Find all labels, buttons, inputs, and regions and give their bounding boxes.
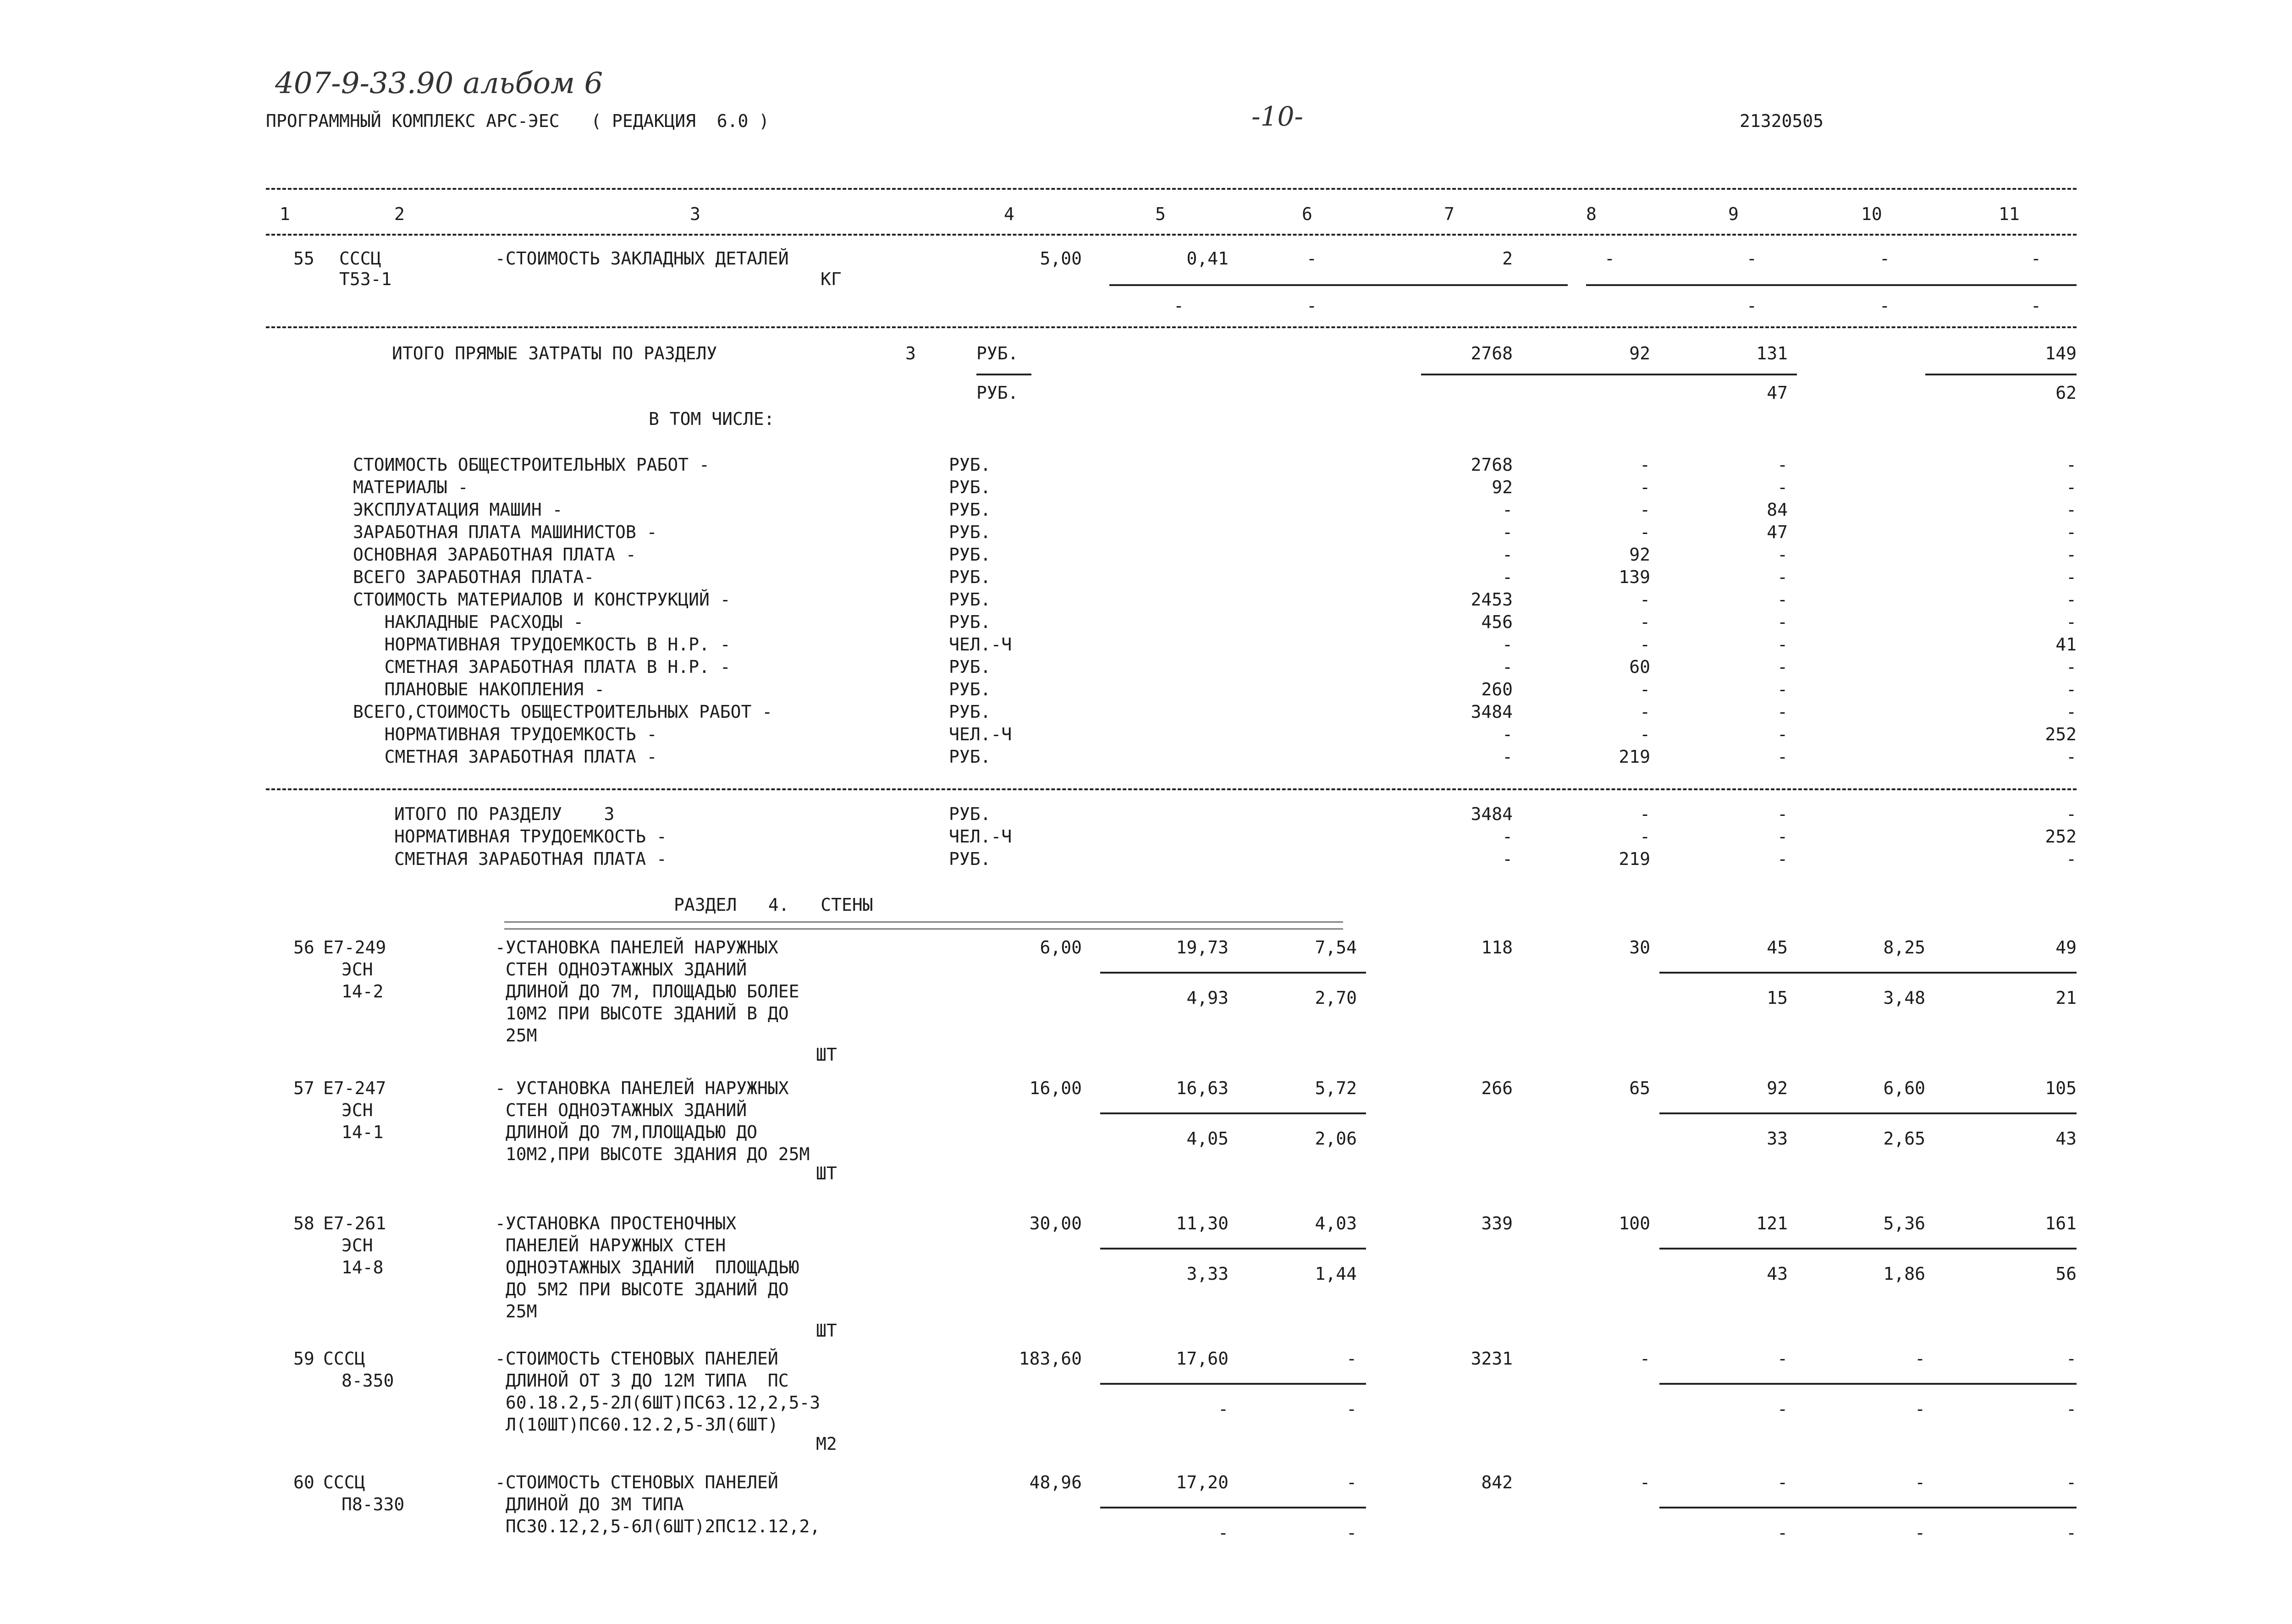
col11-value: 161 (2045, 1213, 2077, 1233)
price-code-sub: ЭСН (342, 1100, 373, 1120)
item-description-line: -УСТАНОВКА ПАНЕЛЕЙ НАРУЖНЫХ (495, 937, 778, 958)
price-code-sub: ЭСН (342, 1235, 373, 1255)
col6-value: 4,03 (1315, 1213, 1357, 1233)
sub-col10: 2,65 (1883, 1129, 1925, 1149)
section-total-unit: ЧЕЛ.-Ч (949, 826, 1012, 847)
breakdown-unit: РУБ. (949, 679, 991, 699)
breakdown-col9: - (1777, 634, 1788, 655)
sub-col10: - (1915, 1399, 1925, 1419)
item-unit: ШТ (816, 1321, 837, 1341)
row-rule (1100, 1112, 1366, 1114)
breakdown-col8: - (1640, 679, 1650, 699)
item-unit: ШТ (816, 1045, 837, 1065)
column-header-7: 7 (1444, 204, 1455, 224)
row-number: 57 (293, 1078, 314, 1098)
breakdown-label: ПЛАНОВЫЕ НАКОПЛЕНИЯ - (353, 679, 605, 699)
breakdown-col11: - (2066, 500, 2077, 520)
total-col9: 131 (1756, 343, 1788, 363)
breakdown-col9: - (1777, 657, 1788, 677)
breakdown-col9: - (1777, 545, 1788, 565)
sub-col11: 21 (2055, 988, 2077, 1008)
column-header-10: 10 (1861, 204, 1882, 224)
col7-value: 339 (1481, 1213, 1513, 1233)
sub-col10: - (1915, 1523, 1925, 1543)
item-description-line: -УСТАНОВКА ПРОСТЕНОЧНЫХ (495, 1213, 737, 1233)
sub-col10: 1,86 (1883, 1264, 1925, 1284)
breakdown-col11: - (2066, 612, 2077, 632)
breakdown-col7: 3484 (1471, 702, 1513, 722)
section-total-unit: РУБ. (949, 849, 991, 869)
item-unit: ШТ (816, 1163, 837, 1184)
sub-col11: - (2066, 1399, 2077, 1419)
col11-value: - (2066, 1472, 2077, 1492)
breakdown-unit: РУБ. (949, 522, 991, 542)
column-header-3: 3 (690, 204, 700, 224)
breakdown-col11: - (2066, 567, 2077, 587)
column-header-8: 8 (1586, 204, 1597, 224)
qty-value: 6,00 (1040, 937, 1082, 958)
unit-rule (976, 374, 1031, 375)
row-number: 60 (293, 1472, 314, 1492)
total-rule (1421, 374, 1797, 375)
sub-col11: 56 (2055, 1264, 2077, 1284)
sub-unit: РУБ. (976, 383, 1019, 403)
total-unit: РУБ. (976, 343, 1019, 363)
col8-value: 100 (1619, 1213, 1650, 1233)
row-rule (1100, 1507, 1366, 1508)
breakdown-col8: - (1640, 702, 1650, 722)
breakdown-col9: - (1777, 567, 1788, 587)
section-total-col11: 252 (2045, 826, 2077, 847)
col10-value: - (1879, 248, 1890, 269)
item-description-line: СТЕН ОДНОЭТАЖНЫХ ЗДАНИЙ (495, 1100, 747, 1120)
section-total-col11: - (2066, 804, 2077, 824)
breakdown-unit: РУБ. (949, 589, 991, 610)
breakdown-label: СМЕТНАЯ ЗАРАБОТНАЯ ПЛАТА В Н.Р. - (353, 657, 731, 677)
section-total-label: ИТОГО ПО РАЗДЕЛУ 3 (394, 804, 615, 824)
sub-col6: - (1346, 1399, 1357, 1419)
breakdown-label: НОРМАТИВНАЯ ТРУДОЕМКОСТЬ В Н.Р. - (353, 634, 731, 655)
col9-value: 92 (1767, 1078, 1788, 1098)
row-number: 55 (293, 248, 314, 269)
sub-col6: - (1306, 296, 1317, 316)
item-description-line: -СТОИМОСТЬ СТЕНОВЫХ ПАНЕЛЕЙ (495, 1472, 778, 1492)
breakdown-unit: РУБ. (949, 545, 991, 565)
page-number: -10- (1251, 101, 1303, 132)
item-description-line: ДЛИНОЙ ДО 7М, ПЛОЩАДЬЮ БОЛЕЕ (495, 981, 799, 1002)
section-total-col9: - (1777, 826, 1788, 847)
item-description-line: СТЕН ОДНОЭТАЖНЫХ ЗДАНИЙ (495, 959, 747, 980)
item-description-line: ДО 5М2 ПРИ ВЫСОТЕ ЗДАНИЙ ДО (495, 1279, 789, 1299)
breakdown-unit: РУБ. (949, 657, 991, 677)
breakdown-label: НОРМАТИВНАЯ ТРУДОЕМКОСТЬ - (353, 724, 657, 744)
breakdown-col9: - (1777, 702, 1788, 722)
including-heading: В ТОМ ЧИСЛЕ: (649, 409, 775, 429)
row-rule (1659, 1507, 2077, 1508)
breakdown-label: ОСНОВНАЯ ЗАРАБОТНАЯ ПЛАТА - (353, 545, 636, 565)
item-description-line: Л(10ШТ)ПС60.12.2,5-3Л(6ШТ) (495, 1415, 778, 1435)
breakdown-unit: РУБ. (949, 455, 991, 475)
breakdown-col11: - (2066, 747, 2077, 767)
col9-value: - (1777, 1472, 1788, 1492)
row-rule (1100, 972, 1366, 974)
row-rule (1100, 1383, 1366, 1385)
section-total-col9: - (1777, 804, 1788, 824)
price-code: Е7-261 (323, 1213, 386, 1233)
row-rule (1659, 1248, 2077, 1250)
sub-total-col11: 62 (2055, 383, 2077, 403)
breakdown-col8: - (1640, 724, 1650, 744)
col8-value: - (1640, 1349, 1650, 1369)
col11-value: 105 (2045, 1078, 2077, 1098)
section-total-unit: РУБ. (949, 804, 991, 824)
sub-col10: - (1879, 296, 1890, 316)
price-code: СССЦ (323, 1349, 365, 1369)
price-code: СССЦ (323, 1472, 365, 1492)
breakdown-label: ЗАРАБОТНАЯ ПЛАТА МАШИНИСТОВ - (353, 522, 657, 542)
sub-col6: 1,44 (1315, 1264, 1357, 1284)
sub-col5: - (1174, 296, 1184, 316)
column-header-11: 11 (1999, 204, 2020, 224)
breakdown-col11: 41 (2055, 634, 2077, 655)
col10-value: 8,25 (1883, 937, 1925, 958)
breakdown-col9: - (1777, 724, 1788, 744)
sub-col9: 15 (1767, 988, 1788, 1008)
col10-value: - (1915, 1472, 1925, 1492)
breakdown-col11: - (2066, 657, 2077, 677)
qty-value: 30,00 (1029, 1213, 1082, 1233)
breakdown-col8: 60 (1629, 657, 1650, 677)
item-description-line: 10М2 ПРИ ВЫСОТЕ ЗДАНИЙ В ДО (495, 1003, 789, 1024)
row-rule (1659, 1383, 2077, 1385)
item-description-line: -СТОИМОСТЬ СТЕНОВЫХ ПАНЕЛЕЙ (495, 1349, 778, 1369)
item-description-line: 25М (495, 1025, 537, 1046)
item-description-line: 10М2,ПРИ ВЫСОТЕ ЗДАНИЯ ДО 25М (495, 1144, 810, 1164)
sub-col9: 43 (1767, 1264, 1788, 1284)
col9-value: 121 (1756, 1213, 1788, 1233)
item-description: -СТОИМОСТЬ ЗАКЛАДНЫХ ДЕТАЛЕЙ (495, 248, 789, 269)
breakdown-unit: РУБ. (949, 612, 991, 632)
breakdown-col8: - (1640, 634, 1650, 655)
section-total-col7: - (1502, 826, 1513, 847)
total-col8: 92 (1629, 343, 1650, 363)
breakdown-col7: - (1502, 657, 1513, 677)
breakdown-col7: - (1502, 567, 1513, 587)
col8-value: 65 (1629, 1078, 1650, 1098)
qty-value: 5,00 (1040, 248, 1082, 269)
section-total-col9: - (1777, 849, 1788, 869)
section-total-col7: - (1502, 849, 1513, 869)
breakdown-col11: - (2066, 455, 2077, 475)
breakdown-col7: - (1502, 522, 1513, 542)
breakdown-col7: 2768 (1471, 455, 1513, 475)
row-number: 58 (293, 1213, 314, 1233)
breakdown-col8: - (1640, 455, 1650, 475)
breakdown-col8: - (1640, 477, 1650, 497)
breakdown-col11: 252 (2045, 724, 2077, 744)
breakdown-col9: - (1777, 747, 1788, 767)
section-rule (266, 326, 2077, 328)
row-rule (1659, 1112, 2077, 1114)
unit-price: 19,73 (1176, 937, 1229, 958)
col8-value: - (1604, 248, 1615, 269)
breakdown-col8: 219 (1619, 747, 1650, 767)
breakdown-col9: - (1777, 589, 1788, 610)
sub-col6: 2,06 (1315, 1129, 1357, 1149)
qty-value: 183,60 (1019, 1349, 1082, 1369)
sub-col5: - (1218, 1399, 1229, 1419)
breakdown-col7: 92 (1492, 477, 1513, 497)
breakdown-label: ЭКСПЛУАТАЦИЯ МАШИН - (353, 500, 563, 520)
breakdown-col11: - (2066, 477, 2077, 497)
price-code-sub: 8-350 (342, 1371, 394, 1391)
col11-value: 49 (2055, 937, 2077, 958)
sub-col10: 3,48 (1883, 988, 1925, 1008)
unit-price: 17,60 (1176, 1349, 1229, 1369)
breakdown-col7: - (1502, 634, 1513, 655)
col7-value: 842 (1481, 1472, 1513, 1492)
col7-value: 118 (1481, 937, 1513, 958)
column-header-9: 9 (1728, 204, 1739, 224)
sub-total-col9: 47 (1767, 383, 1788, 403)
total-col7: 2768 (1471, 343, 1513, 363)
price-code-sub2: 14-8 (342, 1257, 384, 1277)
sub-col6: 2,70 (1315, 988, 1357, 1008)
breakdown-col8: - (1640, 589, 1650, 610)
item-description-line: ПС30.12,2,5-6Л(6ШТ)2ПС12.12,2, (495, 1516, 821, 1536)
breakdown-col7: 260 (1481, 679, 1513, 699)
breakdown-col8: 139 (1619, 567, 1650, 587)
unit-price: 16,63 (1176, 1078, 1229, 1098)
row-rule (1100, 1248, 1366, 1250)
section-rule (266, 788, 2077, 790)
breakdown-unit: ЧЕЛ.-Ч (949, 724, 1012, 744)
price-code: Е7-249 (323, 937, 386, 958)
item-description-line: 25М (495, 1301, 537, 1321)
breakdown-col11: - (2066, 679, 2077, 699)
col9-value: 45 (1767, 937, 1788, 958)
breakdown-col8: 92 (1629, 545, 1650, 565)
breakdown-label: СТОИМОСТЬ МАТЕРИАЛОВ И КОНСТРУКЦИЙ - (353, 589, 731, 610)
breakdown-label: СМЕТНАЯ ЗАРАБОТНАЯ ПЛАТА - (353, 747, 657, 767)
breakdown-col7: - (1502, 500, 1513, 520)
row-rule (1586, 284, 2077, 286)
col9-value: - (1747, 248, 1757, 269)
total-label: ИТОГО ПРЯМЫЕ ЗАТРАТЫ ПО РАЗДЕЛУ (392, 343, 717, 363)
section-total-col8: - (1640, 826, 1650, 847)
unit-price: 17,20 (1176, 1472, 1229, 1492)
row-number: 59 (293, 1349, 314, 1369)
breakdown-label: ВСЕГО,СТОИМОСТЬ ОБЩЕСТРОИТЕЛЬНЫХ РАБОТ - (353, 702, 773, 722)
sub-col11: 43 (2055, 1129, 2077, 1149)
breakdown-unit: РУБ. (949, 747, 991, 767)
sub-col5: 4,93 (1186, 988, 1229, 1008)
breakdown-col8: - (1640, 522, 1650, 542)
item-description-line: ДЛИНОЙ ДО 7М,ПЛОЩАДЬЮ ДО (495, 1122, 757, 1142)
breakdown-col7: 2453 (1471, 589, 1513, 610)
item-unit: М2 (816, 1434, 837, 1454)
column-header-5: 5 (1155, 204, 1166, 224)
price-code-sub2: 14-1 (342, 1122, 384, 1142)
breakdown-col7: - (1502, 747, 1513, 767)
col10-value: 6,60 (1883, 1078, 1925, 1098)
sub-col9: 33 (1767, 1129, 1788, 1149)
unit-price: 11,30 (1176, 1213, 1229, 1233)
price-code-sub2: 14-2 (342, 981, 384, 1002)
item-description-line: 60.18.2,5-2Л(6ШТ)ПС63.12,2,5-3 (495, 1393, 821, 1413)
item-description-line: ОДНОЭТАЖНЫХ ЗДАНИЙ ПЛОЩАДЬЮ (495, 1257, 799, 1277)
breakdown-col9: 84 (1767, 500, 1788, 520)
col10-value: - (1915, 1349, 1925, 1369)
price-code: СССЦ (339, 248, 381, 269)
column-header-2: 2 (394, 204, 405, 224)
col9-value: - (1777, 1349, 1788, 1369)
column-header-6: 6 (1302, 204, 1312, 224)
item-description-line: ДЛИНОЙ ДО 3М ТИПА (495, 1494, 684, 1514)
breakdown-col11: - (2066, 545, 2077, 565)
sub-col9: - (1777, 1399, 1788, 1419)
header-bottom-rule (266, 234, 2077, 236)
breakdown-label: ВСЕГО ЗАРАБОТНАЯ ПЛАТА- (353, 567, 595, 587)
price-code-sub: Т53-1 (339, 269, 392, 289)
breakdown-label: МАТЕРИАЛЫ - (353, 477, 468, 497)
breakdown-col9: - (1777, 679, 1788, 699)
column-header-4: 4 (1004, 204, 1014, 224)
price-code-sub: П8-330 (342, 1494, 405, 1514)
col6-value: - (1346, 1349, 1357, 1369)
section-total-col7: 3484 (1471, 804, 1513, 824)
column-header-1: 1 (280, 204, 290, 224)
sub-col5: 4,05 (1186, 1129, 1229, 1149)
unit-price: 0,41 (1186, 248, 1229, 269)
col6-value: 7,54 (1315, 937, 1357, 958)
col7-value: 3231 (1471, 1349, 1513, 1369)
program-header: ПРОГРАММНЫЙ КОМПЛЕКС АРС-ЭЕС ( РЕДАКЦИЯ 6.0 ) (266, 111, 770, 131)
section-total-col11: - (2066, 849, 2077, 869)
breakdown-col11: - (2066, 589, 2077, 610)
breakdown-unit: ЧЕЛ.-Ч (949, 634, 1012, 655)
sub-col6: - (1346, 1523, 1357, 1543)
section-heading-rule (504, 928, 1343, 930)
section-4-heading: РАЗДЕЛ 4. СТЕНЫ (674, 895, 873, 915)
breakdown-col8: - (1640, 612, 1650, 632)
sub-col5: - (1218, 1523, 1229, 1543)
col11-value: - (2031, 248, 2041, 269)
section-total-col8: 219 (1619, 849, 1650, 869)
handwritten-reference: 407-9-33.90 альбом 6 (275, 66, 603, 100)
qty-value: 48,96 (1029, 1472, 1082, 1492)
section-heading-rule (504, 921, 1343, 923)
breakdown-col7: - (1502, 724, 1513, 744)
section-total-label: СМЕТНАЯ ЗАРАБОТНАЯ ПЛАТА - (394, 849, 667, 869)
col11-value: - (2066, 1349, 2077, 1369)
breakdown-label: НАКЛАДНЫЕ РАСХОДЫ - (353, 612, 584, 632)
row-rule (1659, 972, 2077, 974)
item-unit: КГ (821, 269, 842, 289)
breakdown-col9: 47 (1767, 522, 1788, 542)
col6-value: 5,72 (1315, 1078, 1357, 1098)
breakdown-unit: РУБ. (949, 477, 991, 497)
col10-value: 5,36 (1883, 1213, 1925, 1233)
sub-col11: - (2031, 296, 2041, 316)
row-number: 56 (293, 937, 314, 958)
sub-col9: - (1747, 296, 1757, 316)
breakdown-col9: - (1777, 477, 1788, 497)
sub-col11: - (2066, 1523, 2077, 1543)
total-rule (1925, 374, 2077, 375)
breakdown-col11: - (2066, 702, 2077, 722)
item-description-line: ДЛИНОЙ ОТ 3 ДО 12М ТИПА ПС (495, 1371, 789, 1391)
col6-value: - (1306, 248, 1317, 269)
document-code: 21320505 (1740, 111, 1824, 131)
section-number: 3 (905, 343, 916, 363)
breakdown-col11: - (2066, 522, 2077, 542)
breakdown-col8: - (1640, 500, 1650, 520)
section-total-col8: - (1640, 804, 1650, 824)
breakdown-label: СТОИМОСТЬ ОБЩЕСТРОИТЕЛЬНЫХ РАБОТ - (353, 455, 710, 475)
col7-value: 2 (1502, 248, 1513, 269)
breakdown-col9: - (1777, 612, 1788, 632)
breakdown-unit: РУБ. (949, 567, 991, 587)
breakdown-col9: - (1777, 455, 1788, 475)
sub-col9: - (1777, 1523, 1788, 1543)
header-top-rule (266, 188, 2077, 190)
section-total-label: НОРМАТИВНАЯ ТРУДОЕМКОСТЬ - (394, 826, 667, 847)
breakdown-col7: - (1502, 545, 1513, 565)
col8-value: 30 (1629, 937, 1650, 958)
row-rule (1109, 284, 1568, 286)
col6-value: - (1346, 1472, 1357, 1492)
total-col11: 149 (2045, 343, 2077, 363)
breakdown-unit: РУБ. (949, 702, 991, 722)
sub-col5: 3,33 (1186, 1264, 1229, 1284)
breakdown-unit: РУБ. (949, 500, 991, 520)
price-code: Е7-247 (323, 1078, 386, 1098)
col7-value: 266 (1481, 1078, 1513, 1098)
qty-value: 16,00 (1029, 1078, 1082, 1098)
price-code-sub: ЭСН (342, 959, 373, 980)
item-description-line: ПАНЕЛЕЙ НАРУЖНЫХ СТЕН (495, 1235, 726, 1255)
col8-value: - (1640, 1472, 1650, 1492)
breakdown-col7: 456 (1481, 612, 1513, 632)
item-description-line: - УСТАНОВКА ПАНЕЛЕЙ НАРУЖНЫХ (495, 1078, 789, 1098)
